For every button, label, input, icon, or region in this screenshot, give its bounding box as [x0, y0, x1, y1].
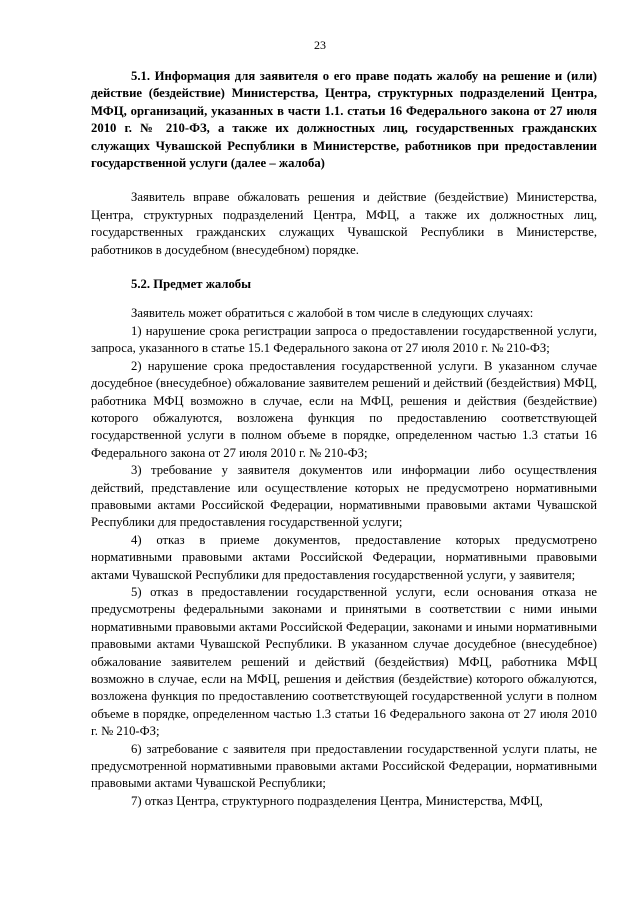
paragraph-spacer: [91, 259, 597, 276]
document-body: [91, 68, 597, 810]
list-item-1: 1) нарушение срока регистрации запроса о предоставлении государственной услуги, запроса, указанного в статье 15.1 Федерального закона от 27 июля 2010 г. № 210-ФЗ;: [91, 323, 597, 356]
section-5-2-heading: 5.2. Предмет жалобы: [131, 277, 252, 292]
list-item-4: 4) отказ в приеме документов, предоставление которых предусмотрено нормативными правовыми актами Российской Федерации, нормативными правовыми актами Чувашской Республики для предоставления государственной услуги, у заявителя;: [91, 532, 597, 582]
section-5-1-paragraph: Заявитель вправе обжаловать решения и действие (бездействие) Министерства, Центра, структурных подразделений Центра, МФЦ, а также их должностных лиц, государственных гражданских служащих Чувашской Республики в Министерстве, работников в досудебном (внесудебном) порядке.: [91, 190, 597, 257]
paragraph-spacer: [91, 293, 597, 305]
list-item-7: 7) отказ Центра, структурного подразделения Центра, Министерства, МФЦ,: [131, 793, 543, 808]
list-item-6: 6) затребование с заявителя при предоставлении государственной услуги платы, не предусмотренной нормативными правовыми актами Российской Федерации, нормативными правовыми актами Чувашской Республики;: [91, 741, 597, 791]
section-5-1-heading: 5.1. Информация для заявителя о его праве подать жалобу на решение и (или) действие (бездействие) Министерства, Центра, структурных подразделений Центра, МФЦ, организаций, указанных в части 1.1. статьи 16 Федерального закона от 27 июля 2010 г. № 210-ФЗ, а также их должностных лиц, государственных гражданских служащих Чувашской Республики в Министерстве, работников при предоставлении государственной услуги (далее – жалоба): [91, 69, 597, 171]
section-5-2-intro: Заявитель может обратиться с жалобой в том числе в следующих случаях:: [131, 306, 534, 321]
list-item-5: 5) отказ в предоставлении государственной услуги, если основания отказа не предусмотрены федеральными законами и принятыми в соответствии с ними иными нормативными правовыми актами Российской Федерации, законами и иными нормативными правовыми актами Чувашской Республики. В указанном случае досудебное (внесудебное) обжалование заявителем решений и действий (бездействия) МФЦ, работника МФЦ возможно в случае, если на МФЦ, решения и действия (бездействие) которого обжалуются, возложена функция по предоставлению соответствующей государственной услуги в полном объеме в порядке, определенном частью 1.3 статьи 16 Федерального закона от 27 июля 2010 г. № 210-ФЗ;: [91, 584, 597, 739]
paragraph-spacer: [91, 172, 597, 189]
list-item-3: 3) требование у заявителя документов или информации либо осуществления действий, представление или осуществление которых не предусмотрено нормативными правовыми актами Российской Федерации, нормативными правовыми актами Чувашской Республики для предоставления государственной услуги;: [91, 463, 597, 530]
page-number: 23: [314, 38, 326, 52]
list-item-2: 2) нарушение срока предоставления государственной услуги. В указанном случае досудебное (внесудебное) обжалование заявителем решений и действий (бездействия) МФЦ, работника МФЦ возможно в случае, если на МФЦ, решения и действия (бездействие) которого обжалуются, возложена функция по предоставлению соответствующей государственной услуги в полном объеме в порядке, определенном частью 1.3 статьи 16 Федерального закона от 27 июля 2010 г. № 210-ФЗ;: [91, 358, 597, 460]
